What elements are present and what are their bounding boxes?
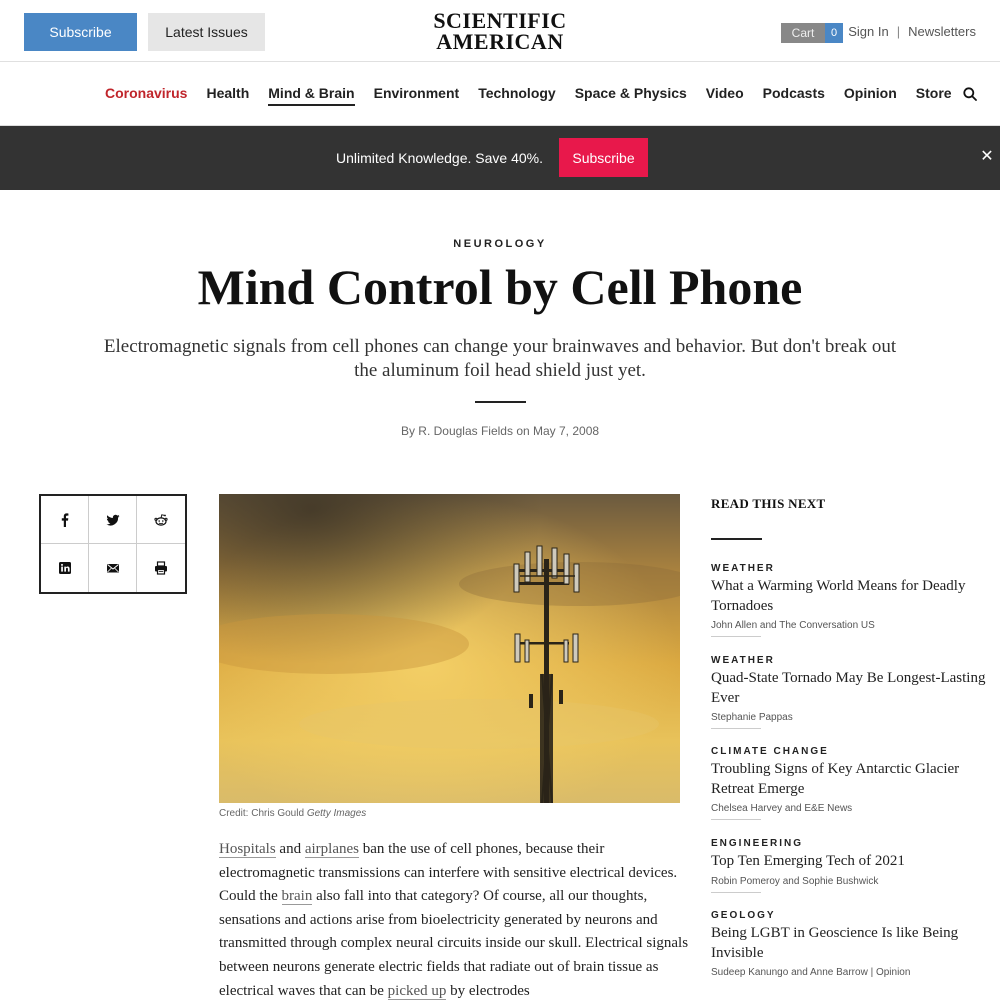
article-title: Mind Control by Cell Phone <box>197 259 803 315</box>
subscribe-button[interactable]: Subscribe <box>24 13 137 51</box>
share-facebook-button[interactable] <box>41 496 89 544</box>
link-separator: | <box>896 24 901 39</box>
cart-label: Cart <box>781 23 825 43</box>
link-hospitals[interactable]: Hospitals <box>219 841 276 857</box>
recommended-author: Sudeep Kanungo and Anne Barrow | Opinion <box>711 967 911 978</box>
print-icon <box>154 561 168 575</box>
recommended-divider <box>711 819 761 820</box>
recommended-title[interactable]: Top Ten Emerging Tech of 2021 <box>711 853 905 869</box>
recommended-title[interactable]: Troubling Signs of Key Antarctic Glacier Retreat Emerge <box>711 761 960 797</box>
newsletters-link[interactable]: Newsletters <box>908 24 976 39</box>
article-body <box>219 838 689 1000</box>
logo-line-1: SCIENTIFIC <box>433 8 567 33</box>
link-airplanes[interactable]: airplanes <box>304 841 359 857</box>
nav-item-opinion[interactable]: Opinion <box>843 85 897 101</box>
body-text-2: ban the use of cell phones, because their electromagnetic transmissions can interfere with sensitive electrical devices. Could the <box>219 841 678 905</box>
read-this-next-sidebar <box>711 494 986 978</box>
nav-item-health[interactable]: Health <box>206 85 250 101</box>
link-picked-up[interactable]: picked up <box>387 982 447 999</box>
sign-in-link[interactable]: Sign In <box>848 24 889 39</box>
recommended-divider <box>711 728 761 729</box>
recommended-author: Robin Pomeroy and Sophie Bushwick <box>711 875 879 887</box>
share-box <box>39 494 187 594</box>
link-brain[interactable]: brain <box>281 888 313 905</box>
share-print-button[interactable] <box>137 544 185 592</box>
nav-item-store[interactable]: Store <box>915 85 952 101</box>
recommended-author: John Allen and The Conversation US <box>711 620 875 631</box>
nav-item-technology[interactable]: Technology <box>478 85 556 101</box>
recommended-category: CLIMATE CHANGE <box>711 746 829 757</box>
hero-image-cell-tower <box>219 494 680 803</box>
body-text-4: by electrodes <box>446 982 530 999</box>
sidebar-heading: READ THIS NEXT <box>711 496 826 511</box>
recommended-article[interactable] <box>711 563 986 637</box>
sidebar-divider <box>711 538 762 540</box>
nav-items <box>105 85 971 106</box>
recommended-divider <box>711 636 761 637</box>
image-credit <box>219 808 366 819</box>
article-byline: By R. Douglas Fields on May 7, 2008 <box>400 424 600 438</box>
facebook-icon <box>58 513 72 527</box>
share-email-button[interactable] <box>89 544 137 592</box>
linkedin-icon <box>58 561 72 575</box>
recommended-title[interactable]: Quad-State Tornado May Be Longest-Lasting Ever <box>711 670 986 706</box>
logo-line-2: AMERICAN <box>436 29 564 54</box>
site-header <box>0 0 1000 62</box>
recommended-category: GEOLOGY <box>711 910 776 921</box>
close-icon[interactable]: ✕ <box>980 148 994 165</box>
reddit-icon <box>154 513 168 527</box>
promo-subscribe-button[interactable]: Subscribe <box>559 138 648 177</box>
user-links <box>848 24 976 39</box>
recommended-article[interactable] <box>711 655 986 729</box>
recommended-author: Chelsea Harvey and E&E News <box>711 803 853 814</box>
nav-item-video[interactable]: Video <box>705 85 744 101</box>
promo-text: Unlimited Knowledge. Save 40%. <box>335 150 543 166</box>
recommended-article[interactable] <box>711 746 986 820</box>
nav-item-coronavirus[interactable]: Coronavirus <box>105 85 188 101</box>
latest-issues-button[interactable]: Latest Issues <box>148 13 265 51</box>
share-reddit-button[interactable] <box>137 496 185 544</box>
image-credit-source: Getty Images <box>306 808 367 819</box>
email-icon <box>106 561 120 575</box>
site-logo[interactable] <box>410 10 590 52</box>
recommended-title[interactable]: What a Warming World Means for Deadly Tornadoes <box>711 578 966 614</box>
body-text-3: also fall into that category? Of course, all our thoughts, sensations and actions arise from bioelectricity generated by neurons and transmitted through complex neural circuits inside our skull. Electrical signals between neurons generate electric fields that radiate out of brain tissue as electrical waves that can be <box>219 888 689 999</box>
recommended-article[interactable] <box>711 910 986 978</box>
nav-item-space-physics[interactable]: Space & Physics <box>574 85 687 101</box>
share-linkedin-button[interactable] <box>41 544 89 592</box>
recommended-article[interactable] <box>711 838 986 893</box>
recommended-divider <box>711 892 761 893</box>
main-nav <box>0 62 1000 126</box>
recommended-category: WEATHER <box>711 563 775 574</box>
title-divider <box>475 401 526 403</box>
nav-item-podcasts[interactable]: Podcasts <box>762 85 825 101</box>
promo-banner <box>0 126 1000 190</box>
share-twitter-button[interactable] <box>89 496 137 544</box>
cart-count-badge: 0 <box>825 23 843 43</box>
recommended-title[interactable]: Being LGBT in Geoscience Is like Being Invisible <box>711 925 959 961</box>
twitter-icon <box>106 513 120 527</box>
recommended-category: WEATHER <box>711 655 775 666</box>
article-category[interactable]: NEUROLOGY <box>453 238 547 250</box>
recommended-category: ENGINEERING <box>711 838 804 849</box>
article-subtitle: Electromagnetic signals from cell phones can change your brainwaves and behavior. But don't break out the aluminum foil head shield just yet. <box>103 336 897 381</box>
nav-item-mind-brain[interactable]: Mind & Brain <box>268 85 354 106</box>
recommended-author: Stephanie Pappas <box>711 712 793 723</box>
image-credit-photographer: Credit: Chris Gould <box>219 808 305 819</box>
body-text-1: and <box>275 841 305 857</box>
search-icon[interactable] <box>963 87 977 101</box>
cart-button[interactable] <box>781 23 843 43</box>
nav-item-environment[interactable]: Environment <box>373 85 460 101</box>
